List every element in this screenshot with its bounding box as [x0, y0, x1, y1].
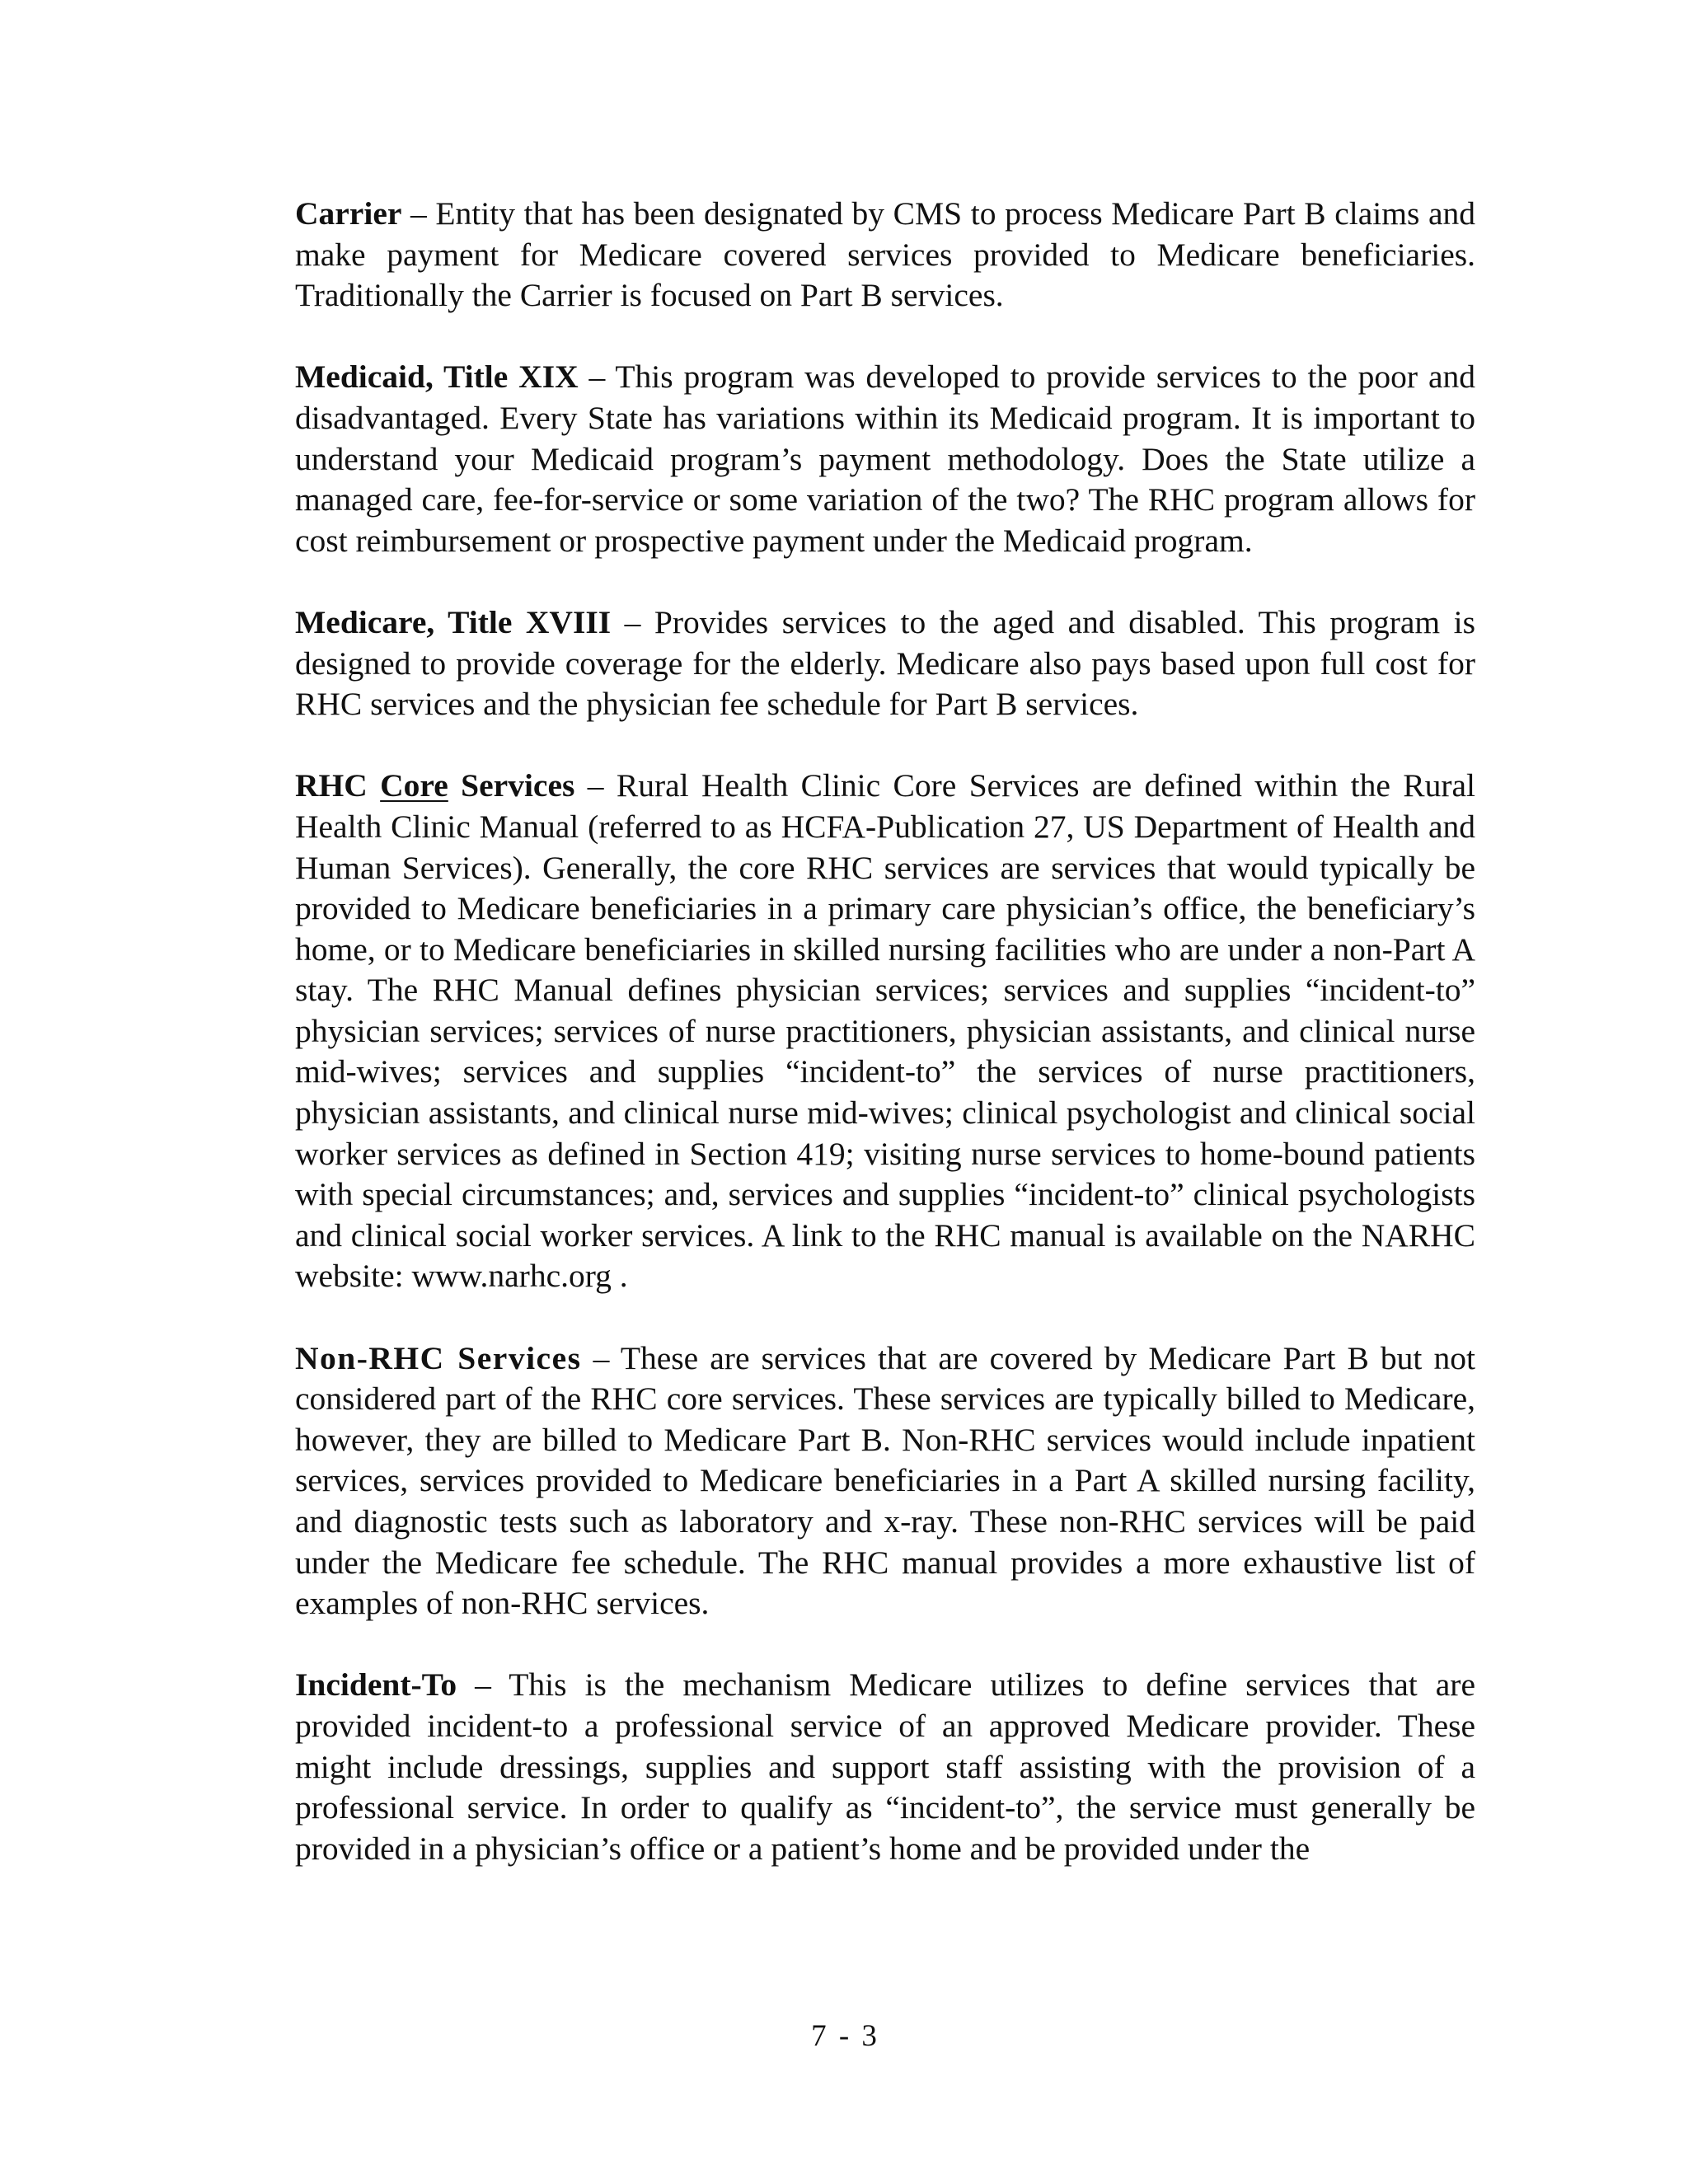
glossary-definition: This program was developed to provide services to the poor and disadvantaged. Every State has variations within its Medicaid program. It is important to understand your Medicaid program’s payment methodology. Does the State utilize a managed care, fee-for-service or some variation of the two? The RHC program allows for cost reimbursement or prospective payment under the Medicaid program.: [295, 359, 1475, 559]
glossary-term: Incident-To: [295, 1666, 457, 1704]
term-separator: –: [457, 1666, 509, 1704]
glossary-term-underlined: Core: [380, 767, 448, 804]
glossary-entry-rhc-core-services: [295, 766, 1475, 1297]
glossary-term-prefix: RHC: [295, 767, 381, 804]
glossary-definition: Provides services to the aged and disabled. This program is designed to provide coverage for the elderly. Medicare also pays based upon full cost for RHC services and the physician fee schedule for Part B services.: [295, 603, 1476, 723]
glossary-definition: These are services that are covered by Medicare Part B but not considered part of the RHC core services. These services are typically billed to Medicare, however, they are billed to Medicare Part B. Non-RHC services would include inpatient services, services provided to Medicare beneficiaries in a Part A skilled nursing facility, and diagnostic tests such as laboratory and x-ray. These non-RHC services will be paid under the Medicare fee schedule. The RHC manual provides a more exhaustive list of examples of non-RHC services.: [295, 1339, 1475, 1622]
glossary-entry-medicare: [295, 602, 1475, 725]
glossary-definition: Rural Health Clinic Core Services are defined within the Rural Health Clinic Manual (referred to as HCFA-Publication 27, US Department of Health and Human Services). Generally, the core RHC services are services that would typically be provided to Medicare beneficiaries in a primary care physician’s office, the beneficiary’s home, or to Medicare beneficiaries in skilled nursing facilities who are under a non-Part A stay. The RHC Manual defines physician services; services and supplies “incident-to” physician services; services of nurse practitioners, physician assistants, and clinical nurse mid-wives; services and supplies “incident-to” the services of nurse practitioners, physician assistants, and clinical nurse mid-wives; clinical psychologist and clinical social worker services as defined in Section 419; visiting nurse services to home-bound patients with special circumstances; and, services and supplies “incident-to” clinical psychologists and clinical social worker services. A link to the RHC manual is available on the NARHC website: www.narhc.org .: [295, 767, 1475, 1295]
glossary-term: Medicaid, Title XIX: [295, 359, 579, 396]
term-separator: –: [578, 359, 616, 396]
term-separator: –: [611, 603, 654, 640]
glossary-definition: This is the mechanism Medicare utilizes to define services that are provided incident-to a professional service of an approved Medicare provider. These might include dressings, supplies and support staff assisting with the provision of a professional service. In order to qualify as “incident-to”, the service must generally be provided in a physician’s office or a patient’s home and be provided under the: [295, 1666, 1475, 1867]
glossary-body: [295, 194, 1475, 1910]
glossary-entry-carrier: [295, 194, 1475, 316]
glossary-entry-non-rhc-services: [295, 1338, 1475, 1624]
glossary-term: [295, 767, 574, 804]
glossary-term: Non-RHC Services: [295, 1339, 582, 1376]
term-separator: –: [574, 767, 617, 804]
glossary-term-suffix: Services: [448, 767, 575, 804]
glossary-definition: Entity that has been designated by CMS to process Medicare Part B claims and make payment for Medicare covered services provided to Medicare beneficiaries. Traditionally the Carrier is focused on Part B services.: [295, 195, 1476, 314]
glossary-entry-incident-to: [295, 1665, 1475, 1869]
glossary-entry-medicaid: [295, 357, 1475, 561]
page-number: 7 - 3: [811, 2019, 877, 2053]
term-separator: –: [401, 195, 436, 232]
term-separator: –: [581, 1339, 621, 1376]
glossary-term: Medicare, Title XVIII: [295, 603, 612, 640]
glossary-term: Carrier: [295, 195, 402, 232]
